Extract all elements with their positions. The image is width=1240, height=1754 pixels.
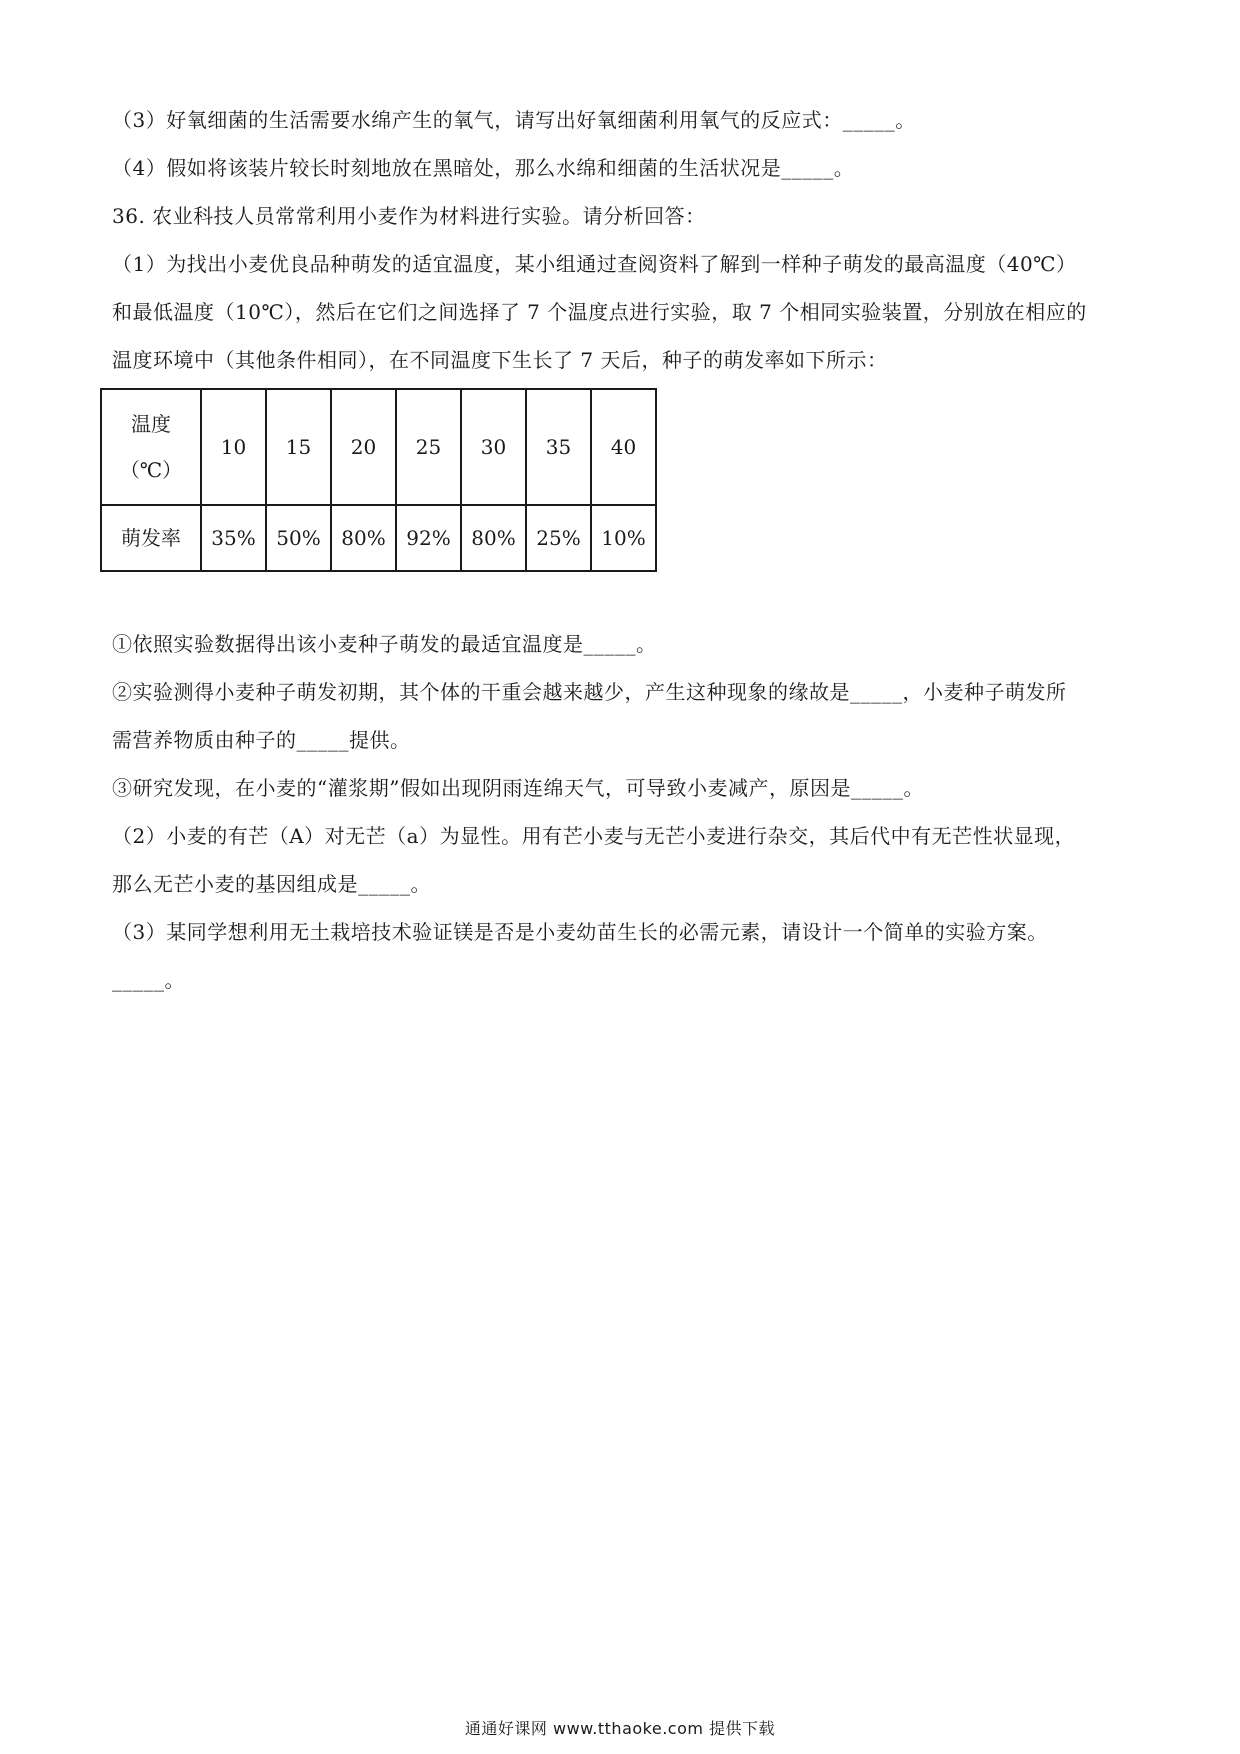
page-footer: 通通好课网 www.tthaoke.com 提供下载 — [464, 1719, 776, 1738]
temperature-row — [101, 389, 656, 505]
germination-rate-cell: 25% — [526, 505, 591, 571]
temperature-cell: 20 — [331, 389, 396, 505]
germination-rate-cell: 10% — [591, 505, 656, 571]
sub-question-3: ③研究发现，在小麦的“灌浆期”假如出现阴雨连绵天气，可导致小麦减产，原因是_____。 — [112, 776, 924, 800]
part-1-line-1: （1）为找出小麦优良品种萌发的适宜温度，某小组通过查阅资料了解到一样种子萌发的最高温度（40℃） — [112, 252, 1077, 276]
temperature-cell: 40 — [591, 389, 656, 505]
sub-question-1: ①依照实验数据得出该小麦种子萌发的最适宜温度是_____。 — [112, 632, 657, 656]
germination-rate-cell: 80% — [331, 505, 396, 571]
germination-rate-cell: 92% — [396, 505, 461, 571]
part-3-line-1: （3）某同学想利用无土栽培技术验证镁是否是小麦幼苗生长的必需元素，请设计一个简单的实验方案。 — [112, 920, 1048, 944]
germination-rate-header-cell: 萌发率 — [101, 505, 201, 571]
germination-rate-row — [101, 505, 656, 571]
germination-rate-table — [100, 388, 657, 572]
part-2-line-1: （2）小麦的有芒（A）对无芒（a）为显性。用有芒小麦与无芒小麦进行杂交，其后代中有无芒性状显现， — [112, 824, 1076, 848]
part-3-line-2: _____。 — [112, 968, 185, 992]
temperature-cell: 25 — [396, 389, 461, 505]
temperature-header-cell — [101, 389, 201, 505]
temperature-cell: 35 — [526, 389, 591, 505]
question-3-text: （3）好氧细菌的生活需要水绵产生的氧气，请写出好氧细菌利用氧气的反应式：_____。 — [112, 108, 916, 132]
sub-question-2-line-1: ②实验测得小麦种子萌发初期，其个体的干重会越来越少，产生这种现象的缘故是_____，小麦种子萌发所 — [112, 680, 1067, 704]
germination-rate-cell: 35% — [201, 505, 266, 571]
part-2-line-2: 那么无芒小麦的基因组成是_____。 — [112, 872, 431, 896]
temperature-cell: 30 — [461, 389, 526, 505]
part-1-line-3: 温度环境中（其他条件相同），在不同温度下生长了 7 天后，种子的萌发率如下所示： — [112, 348, 888, 372]
question-4-text: （4）假如将该装片较长时刻地放在黑暗处，那么水绵和细菌的生活状况是_____。 — [112, 156, 855, 180]
germination-rate-cell: 50% — [266, 505, 331, 571]
question-36-heading: 36. 农业科技人员常常利用小麦作为材料进行实验。请分析回答： — [112, 204, 706, 228]
sub-question-2-line-2: 需营养物质由种子的_____提供。 — [112, 728, 411, 752]
temperature-unit-label: （℃） — [119, 458, 183, 482]
temperature-cell: 15 — [266, 389, 331, 505]
temperature-cell: 10 — [201, 389, 266, 505]
germination-rate-cell: 80% — [461, 505, 526, 571]
part-1-line-2: 和最低温度（10℃），然后在它们之间选择了 7 个温度点进行实验，取 7 个相同实验装置，分别放在相应的 — [112, 300, 1087, 324]
temperature-label: 温度 — [131, 412, 171, 436]
